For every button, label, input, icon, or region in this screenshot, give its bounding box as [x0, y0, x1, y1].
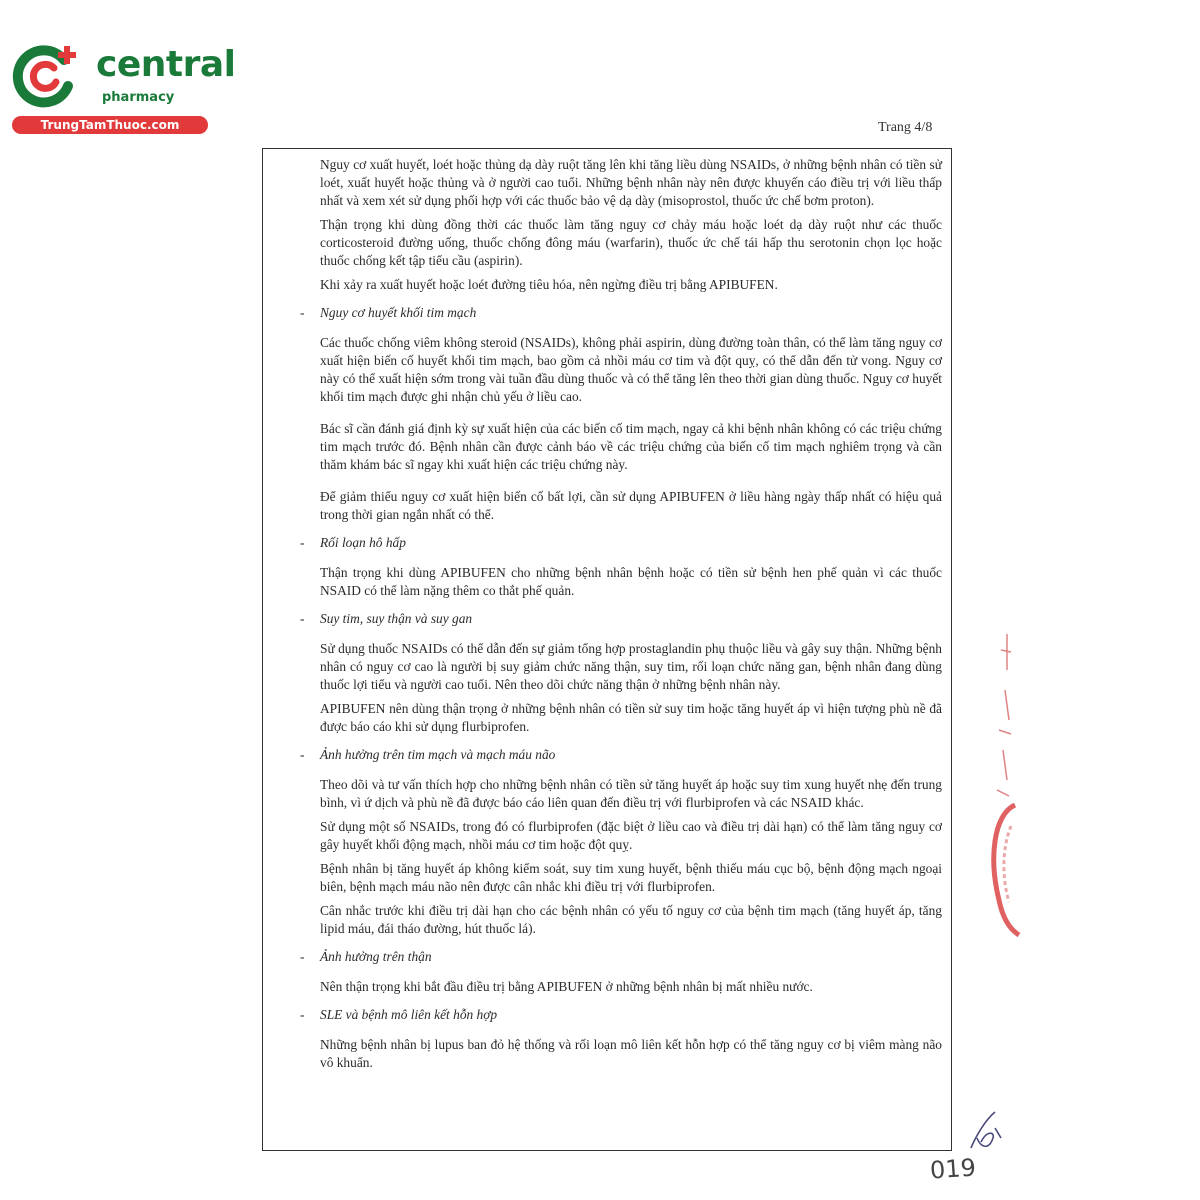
paragraph: Sử dụng thuốc NSAIDs có thể dẫn đến sự giảm tổng hợp prostaglandin phụ thuộc liều và gây suy thận. Những bệnh nhân có nguy cơ cao là người bị suy giảm chức năng thận, suy tim, rối loạn chức năng gan, bệnh nhân đang dùng thuốc lợi tiểu và người cao tuổi. Nên theo dõi chức năng thận ở những bệnh nhân này. — [320, 641, 942, 692]
red-seal-stamp-icon — [985, 630, 1025, 950]
section-heading: - Suy tim, suy thận và suy gan — [320, 610, 942, 628]
paragraph: Các thuốc chống viêm không steroid (NSAIDs), không phải aspirin, dùng đường toàn thân, có thể làm tăng nguy cơ xuất hiện biến cố huyết khối tim mạch, bao gồm cả nhồi máu cơ tim và đột quỵ, có thể dẫn đến tử vong. Nguy cơ này có thể xuất hiện sớm trong vài tuần đầu dùng thuốc và có thể tăng lên theo thời gian dùng thuốc. Nguy cơ huyết khối tim mạch được ghi nhận chủ yếu ở liều cao. — [320, 335, 942, 404]
paragraph: APIBUFEN nên dùng thận trọng ở những bệnh nhân có tiền sử suy tim hoặc tăng huyết áp vì hiện tượng phù nề đã được báo cáo khi sử dụng flurbiprofen. — [320, 701, 942, 734]
paragraph: Thận trọng khi dùng APIBUFEN cho những bệnh nhân bệnh hoặc có tiền sử bệnh hen phế quản vì các thuốc NSAID có thể làm nặng thêm co thắt phế quản. — [320, 565, 942, 598]
section-heading: - Ảnh hưởng trên tim mạch và mạch máu não — [320, 746, 942, 764]
section-heading: - Nguy cơ huyết khối tim mạch — [320, 304, 942, 322]
paragraph: Những bệnh nhân bị lupus ban đỏ hệ thống và rối loạn mô liên kết hỗn hợp có thể tăng nguy cơ bị viêm màng não vô khuẩn. — [320, 1037, 942, 1070]
central-pharmacy-logo-icon — [12, 40, 82, 110]
logo-subtitle: pharmacy — [102, 90, 175, 105]
paragraph: Bác sĩ cần đánh giá định kỳ sự xuất hiện của các biến cố tim mạch, ngay cả khi bệnh nhân không có các triệu chứng tim mạch trước đó. Bệnh nhân cần được cảnh báo về các triệu chứng của biến cố tim mạch nghiêm trọng và cần thăm khám bác sĩ ngay khi xuất hiện các triệu chứng này. — [320, 421, 942, 472]
section-heading: - Rối loạn hô hấp — [320, 534, 942, 552]
paragraph: Sử dụng một số NSAIDs, trong đó có flurbiprofen (đặc biệt ở liều cao và điều trị dài hạn) có thể làm tăng nguy cơ gây huyết khối động mạch, nhồi máu cơ tim hoặc đột quỵ. — [320, 819, 942, 852]
paragraph: Nguy cơ xuất huyết, loét hoặc thủng dạ dày ruột tăng lên khi tăng liều dùng NSAIDs, ở những bệnh nhân có tiền sử loét, xuất huyết hoặc thủng và ở người cao tuổi. Những bệnh nhân này nên được khuyến cáo điều trị với liều thấp nhất và xem xét sử dụng phối hợp với các thuốc bảo vệ dạ dày (misoprostol, thuốc ức chế bơm proton). — [320, 157, 942, 208]
logo-name: central — [96, 44, 236, 85]
section-heading: - Ảnh hưởng trên thận — [320, 948, 942, 966]
section-heading: - SLE và bệnh mô liên kết hỗn hợp — [320, 1006, 942, 1024]
paragraph: Thận trọng khi dùng đồng thời các thuốc làm tăng nguy cơ chảy máu hoặc loét dạ dày ruột như các thuốc corticosteroid đường uống, thuốc chống đông máu (warfarin), thuốc ức chế tái hấp thu serotonin chọn lọc hoặc thuốc chống kết tập tiểu cầu (aspirin). — [320, 217, 942, 268]
page-number: Trang 4/8 — [878, 120, 933, 135]
document-body — [300, 156, 942, 1078]
paragraph: Theo dõi và tư vấn thích hợp cho những bệnh nhân có tiền sử tăng huyết áp hoặc suy tim xung huyết nhẹ đến trung bình, vì ứ dịch và phù nề đã được báo cáo liên quan đến điều trị với flurbiprofen và các NSAID khác. — [320, 777, 942, 810]
paragraph: Cân nhắc trước khi điều trị dài hạn cho các bệnh nhân có yếu tố nguy cơ của bệnh tim mạch (tăng huyết áp, tăng lipid máu, đái tháo đường, hút thuốc lá). — [320, 903, 942, 936]
signature-icon — [965, 1108, 1005, 1154]
folio-number: 019 — [929, 1153, 977, 1185]
paragraph: Bệnh nhân bị tăng huyết áp không kiểm soát, suy tim xung huyết, bệnh thiếu máu cục bộ, bệnh động mạch ngoại biên, bệnh mạch máu não nên được cân nhắc khi điều trị với flurbiprofen. — [320, 861, 942, 894]
paragraph: Nên thận trọng khi bắt đầu điều trị bằng APIBUFEN ở những bệnh nhân bị mất nhiều nước. — [320, 979, 813, 994]
paragraph: Khi xảy ra xuất huyết hoặc loét đường tiêu hóa, nên ngừng điều trị bằng APIBUFEN. — [320, 277, 778, 292]
pharmacy-logo — [12, 36, 236, 136]
logo-url: TrungTamThuoc.com — [12, 116, 208, 134]
paragraph: Để giảm thiểu nguy cơ xuất hiện biến cố bất lợi, cần sử dụng APIBUFEN ở liều hàng ngày thấp nhất có hiệu quả trong thời gian ngắn nhất có thể. — [320, 489, 942, 522]
